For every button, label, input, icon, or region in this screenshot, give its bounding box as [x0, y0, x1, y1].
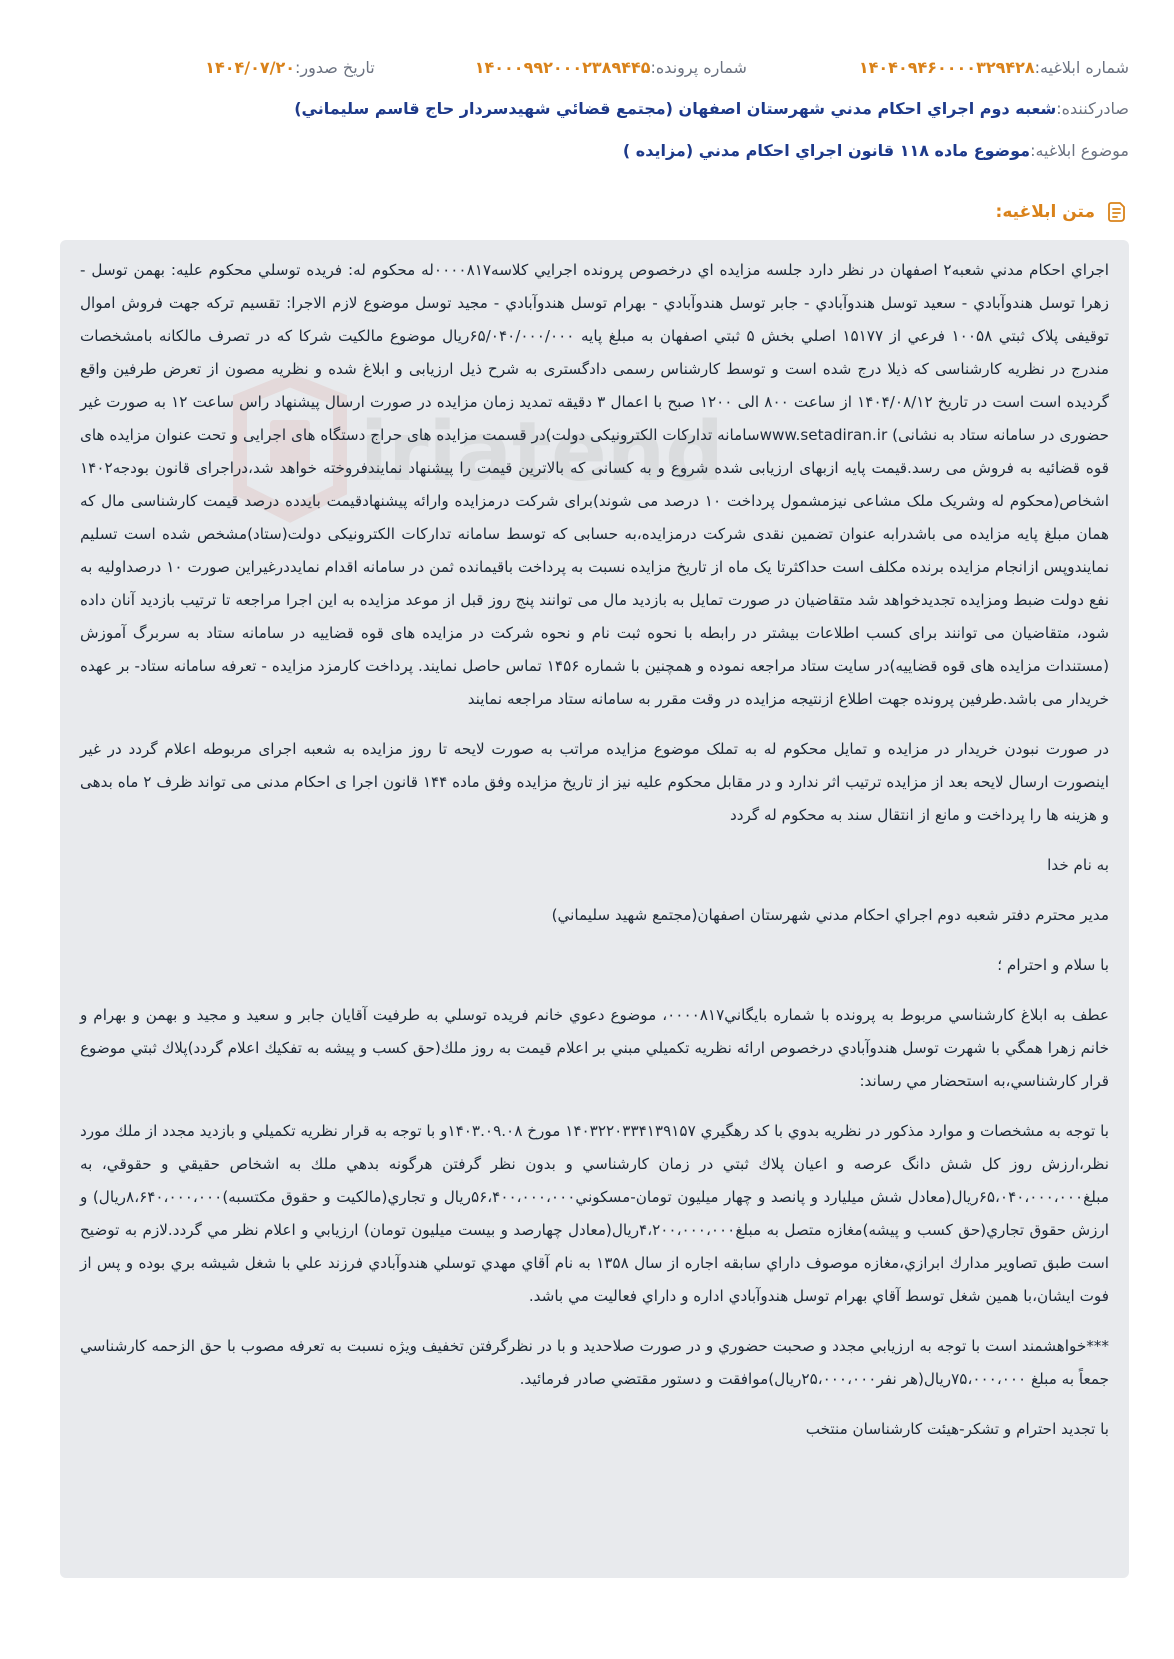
notice-paragraph-closing: با تجديد احترام و تشكر-هيئت كارشناسان منتخب: [805, 1420, 1109, 1438]
svg-text:iriatender.net: iriatend: [360, 405, 720, 500]
notice-paragraph-greeting: با سلام و احترام ؛: [997, 956, 1109, 974]
notice-paragraph-valuation: با توجه به مشخصات و موارد مذكور در نظريه بدوي با كد رهگيري ۱۴۰۳۲۲۰۳۳۴۱۳۹۱۵۷ مورخ ۱۴۰۳.۰۹.۰۸و با توجه به قرار نظريه تكميلي و بازديد مجدد از ملك مورد نظر،ارزش روز كل شش دانگ عرصه و اعيان پلاك ثبتي در زمان كارشناسي و بدون نظر گرفتن هرگونه بدهي ملك به اشخاص حقيقي و حقوقي، به مبلغ۶۵،۰۴۰،۰۰۰،۰۰۰ريال(معادل شش ميليارد و پانصد و چهار ميليون تومان-مسكوني‎۵۶،۴۰۰،۰۰۰،۰۰۰ريال و تجاري(مالكيت و حقوق مكتسبه)‎۸،۶۴۰،۰۰۰،۰۰۰ريال) و ارزش حقوق تجاري(حق كسب و پيشه)مغازه متصل به مبلغ‎۴،۲۰۰،۰۰۰،۰۰۰ريال(معادل چهارصد و بيست ميليون تومان) ارزيابي و اعلام نظر مي گردد.لازم به توضيح است طبق تصاوير مدارك ابرازي،مغازه موصوف داراي سابقه اجاره از سال ۱۳۵۸ به نام آقاي مهدي توسلي هندوآبادي فرزند علي با شغل شيشه بري بوده و پس از فوت ايشان،با همين شغل توسط آقاي بهرام توسل هندوآبادي اداره و داراي فعاليت مي باشد.: [80, 1122, 1110, 1305]
notice-number: [859, 57, 1129, 79]
document-text-icon: [1105, 200, 1129, 224]
notice-paragraph-no-buyer: در صورت نبودن خریدار در مزایده و تمایل محکوم له به تملک موضوع مزایده مراتب به صورت لایحه تا روز مزایده به شعبه اجرای مربوطه اعلام گردد در غیر اینصورت ارسال لایحه بعد از مزایده ترتیب اثر ندارد و در مقابل محکوم علیه نیز از تاریخ مزایده وفق ماده ۱۴۴ قانون اجرا ی احکام مدنی می تواند ظرف ۲ ماه بدهی و هزینه ها را پرداخت و مانع از انتقال سند به محکوم له گردد: [80, 740, 1109, 824]
notice-number-value: ۱۴۰۴۰۹۴۶۰۰۰۰۳۲۹۴۲۸: [858, 58, 1035, 77]
issuer-label: صادرکننده:: [1056, 99, 1129, 118]
issue-date: [205, 57, 375, 79]
case-number-label: شماره پرونده:: [650, 58, 747, 77]
notice-paragraph-bismillah: به نام خدا: [1047, 856, 1109, 874]
notice-text-heading: [996, 200, 1129, 224]
issue-date-value: ۱۴۰۴/۰۷/۲۰: [205, 58, 295, 77]
issue-date-label: تاریخ صدور:: [294, 58, 375, 77]
case-number: [475, 57, 747, 79]
notice-paragraph-auction: اجراي احكام مدني شعبه۲ اصفهان در نظر دارد جلسه مزايده اي درخصوص پرونده اجرايي كلاسه۸۱۷‏۰۰۰۰له محكوم له: فريده توسلي محكوم عليه: بهمن توسل - زهرا توسل هندوآبادي - سعيد توسل هندوآبادي - جابر توسل هندوآبادي - بهرام توسل هندوآبادي - مجيد توسل موضوع لازم الاجرا: تقسيم تركه جهت فروش اموال توقيفی پلاک ثبتي ۱۰۰۵۸ فرعي از ۱۵۱۷۷ اصلي بخش ۵ ثبتي اصفهان به مبلغ پایه ۶۵/۰۴۰/۰۰۰/۰۰۰ريال موضوع مالکیت شرکا که در تصرف مالکانه بامشخصات مندرج در نظریه کارشناسی که ذیلا درج شده است و توسط کارشناس رسمی دادگستری به شرح ذیل ارزیابی و ابلاغ شده و نظریه مصون از تعرض طرفین واقع گردیده است است در تاریخ ۱۴۰۴/۰۸/۱۲ از ساعت ۸۰۰ الی ۱۲۰۰ صبح با اعمال ۳ دقیقه تمدید زمان مزایده در صورت ارسال پیشنهاد راس ساعت ۱۲ به صورت غیر حضوری در سامانه ستاد به نشانی) www.setadiran.irسامانه تداركات الكترونيكی دولت)در قسمت مزایده های حراج دستگاه های اجرایی و تحت عنوان مزایده های قوه قضائیه به فروش می رسد.قيمت پايه ازبهای ارزیابی شده شروع و به كسانی كه بالاترین قیمت را پیشنهاد نمایندفروخته خواهد شد،دراجرای قانون بودجه۱۴۰۲ اشخاص(محکوم له وشریک ملک مشاعی نیزمشمول پرداخت ۱۰ درصد می شوند)برای شركت درمزايده وارائه پيشنهادقيمت بايدده درصد قيمت كارشناسی مال كه همان مبلغ پايه مزايده می باشدرابه عنوان تضمين نقدی شركت درمزايده،به حسابی كه توسط سامانه تداركات الكترونيكی دولت(ستاد)مشخص شده است تسليم نمايندوپس ازانجام مزايده برنده مكلف است حداكثرتا يک ماه از تاريخ مزايده نسبت به پرداخت باقيمانده ثمن در سامانه اقدام نمايددرغيراين صورت ۱۰ درصداوليه به نفع دولت ضبط ومزايده تجديدخواهد شد متقاضیان در صورت تمایل به بازدید مال می توانند پنج روز قبل از موعد مزایده به این اجرا مراجعه تا ترتیب بازدید آنان داده شود، متقاضيان می توانند برای كسب اطلاعات بيشتر در رابطه با نحوه ثبت نام و نحوه شركت در مزايده های قوه قضاييه در سامانه ستاد به سربرگ آموزش (مستندات مزايده های قوه قضاييه)در سايت ستاد مراجعه نموده و همچنين با شماره ۱۴۵۶ تماس حاصل نمايند. پرداخت کارمزد مزایده - تعرفه سامانه ستاد- بر عهده خریدار می باشد.طرفین پرونده جهت اطلاع ازنتیجه مزایده در وقت مقرر به سامانه ستاد مراجعه نمایند: [80, 261, 1110, 708]
subject-row: [45, 140, 1129, 162]
subject-value: موضوع ماده ۱۱۸ قانون اجراي احكام مدني (مزايده ): [622, 141, 1031, 160]
notice-body: [60, 240, 1129, 1578]
notice-number-label: شماره ابلاغیه:: [1034, 58, 1129, 77]
case-number-value: ۱۴۰۰۰۹۹۲۰۰۰۲۳۸۹۴۴۵: [474, 58, 651, 77]
notice-paragraph-addressee: مدير محترم دفتر شعبه دوم اجراي احكام مدني شهرستان اصفهان(مجتمع شهيد سليماني): [551, 906, 1109, 924]
notice-meta-row: [45, 57, 1129, 79]
issuer-value: شعبه دوم اجراي احكام مدني شهرستان اصفهان (مجتمع قضائي شهيدسردار حاج قاسم سليماني): [294, 99, 1057, 118]
subject-label: موضوع ابلاغیه:: [1030, 141, 1129, 160]
notice-paragraph-fee-request: ***خواهشمند است با توجه به ارزيابي مجدد و صحبت حضوري و در صورت صلاحديد و با در نظرگرفتن تخفيف ويژه نسبت به تعرفه مصوب با حق الزحمه كارشناسي جمعاً به مبلغ ۷۵،۰۰۰،۰۰۰ريال(هر نفر‎۲۵،۰۰۰،۰۰۰ريال)موافقت و دستور مقتضي صادر فرمائيد.: [80, 1337, 1109, 1388]
issuer-row: [45, 98, 1129, 120]
notice-text-title: متن ابلاغیه:: [995, 202, 1095, 222]
notice-paragraph-reference: عطف به ابلاغ كارشناسي مربوط به پرونده با شماره بايگاني‎۸۱۷‏۰۰۰۰، موضوع دعوي خانم فريده توسلي به طرفيت آقايان جابر و سعيد و مجيد و بهمن و بهرام و خانم زهرا همگي با شهرت توسل هندوآبادي درخصوص ارائه نظريه تكميلي مبني بر اعلام قيمت به روز ملك(حق كسب و پيشه به تفكيك اعلام گردد)پلاك ثبتي موضوع قرار كارشناسي،به استحضار مي رساند:: [80, 1006, 1109, 1090]
